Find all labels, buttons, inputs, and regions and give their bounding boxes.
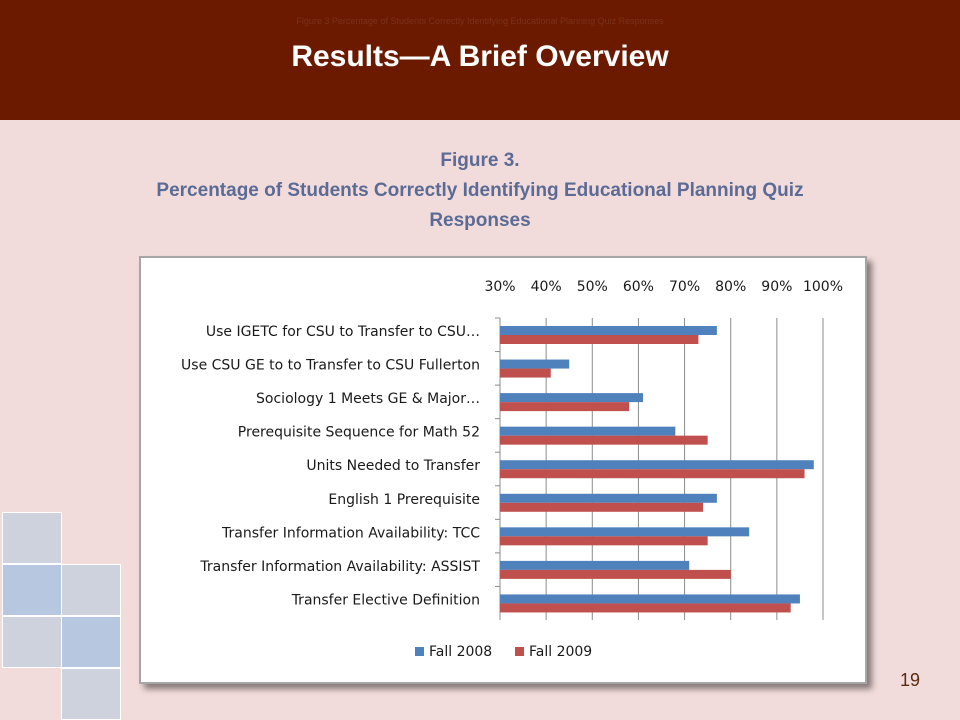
legend-swatch xyxy=(415,647,424,656)
category-label: Use CSU GE to to Transfer to CSU Fullerton xyxy=(181,357,480,374)
decorative-tile xyxy=(2,512,62,564)
category-label: Units Needed to Transfer xyxy=(306,458,480,475)
x-tick-label: 80% xyxy=(715,279,747,295)
legend-label: Fall 2009 xyxy=(529,644,593,660)
bar-fall-2008 xyxy=(500,561,689,570)
decorative-tile xyxy=(61,668,121,720)
chart-frame xyxy=(139,256,867,684)
bar-fall-2008 xyxy=(500,594,800,603)
x-tick-label: 40% xyxy=(530,279,562,295)
bar-fall-2008 xyxy=(500,393,643,402)
figure-label: Figure 3. xyxy=(440,150,520,171)
figure-title-line-1: Percentage of Students Correctly Identifying Educational Planning Quiz xyxy=(156,180,804,201)
decorative-tile xyxy=(2,616,62,668)
legend-label: Fall 2008 xyxy=(429,644,493,660)
title-banner xyxy=(0,0,960,120)
bar-fall-2008 xyxy=(500,460,814,469)
page-number: 19 xyxy=(899,670,921,690)
bar-fall-2008 xyxy=(500,360,569,369)
bar-fall-2009 xyxy=(500,536,708,545)
legend-swatch xyxy=(515,647,524,656)
x-tick-label: 60% xyxy=(622,279,654,295)
x-tick-label: 70% xyxy=(669,279,701,295)
category-label: Transfer Information Availability: ASSIST xyxy=(200,558,480,575)
bar-fall-2008 xyxy=(500,326,717,335)
x-tick-label: 50% xyxy=(576,279,608,295)
bar-fall-2009 xyxy=(500,603,791,612)
category-label: English 1 Prerequisite xyxy=(328,491,480,508)
bar-fall-2008 xyxy=(500,527,749,536)
x-tick-label: 30% xyxy=(484,279,516,295)
bar-fall-2008 xyxy=(500,427,675,436)
category-label: Prerequisite Sequence for Math 52 xyxy=(237,424,480,441)
bar-fall-2009 xyxy=(500,436,708,445)
bar-fall-2009 xyxy=(500,570,731,579)
category-label: Transfer Information Availability: TCC xyxy=(222,525,480,542)
bar-fall-2009 xyxy=(500,469,805,478)
category-label: Transfer Elective Definition xyxy=(291,592,480,609)
bar-fall-2009 xyxy=(500,503,703,512)
figure-caption-small: Figure 3 Percentage of Students Correctly Identifying Educational Planning Quiz Responses xyxy=(296,16,664,26)
decorative-tile xyxy=(2,564,62,616)
figure-title-line-2: Responses xyxy=(429,210,531,231)
decorative-tile xyxy=(61,564,121,616)
bar-fall-2009 xyxy=(500,402,629,411)
bar-chart xyxy=(141,258,865,682)
figure-caption xyxy=(40,146,920,236)
bar-fall-2009 xyxy=(500,369,551,378)
x-tick-label: 90% xyxy=(761,279,793,295)
x-tick-label: 100% xyxy=(802,279,844,295)
category-label: Sociology 1 Meets GE & Major… xyxy=(256,391,480,408)
bar-fall-2008 xyxy=(500,494,717,503)
category-label: Use IGETC for CSU to Transfer to CSU… xyxy=(205,324,480,340)
decorative-tile xyxy=(61,616,121,668)
slide-title: Results—A Brief Overview xyxy=(291,40,669,73)
bar-fall-2009 xyxy=(500,335,698,344)
